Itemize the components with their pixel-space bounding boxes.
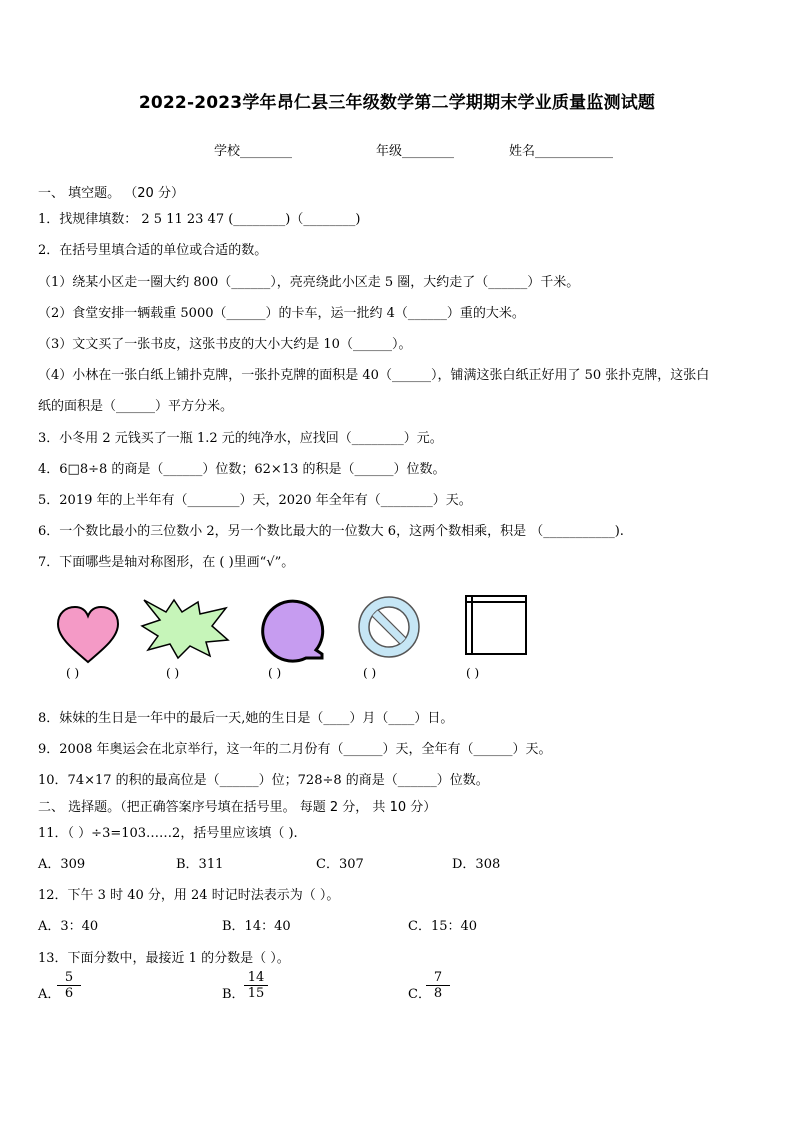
question-3: 3．小冬用 2 元钱买了一瓶 1.2 元的纯净水，应找回（________）元。 xyxy=(38,431,443,446)
outer-square xyxy=(466,596,526,654)
fraction-numerator: 7 xyxy=(426,970,450,986)
q13-option-c-label: C． xyxy=(408,987,431,1002)
question-2-part-4: （4）小林在一张白纸上铺扑克牌，一张扑克牌的面积是 40（______），铺满这张白纸正好用了 50 张扑克牌，这张白 xyxy=(38,368,710,383)
shape-answer-heart: ( ) xyxy=(66,666,80,680)
prohibition-sign-shape xyxy=(356,594,422,660)
heart-shape xyxy=(54,604,122,666)
question-2-part-1: （1）绕某小区走一圈大约 800（______），亮亮绕此小区走 5 圈，大约走了（______）千米。 xyxy=(38,275,580,290)
shape-answer-bubble: ( ) xyxy=(268,666,282,680)
school-field: 学校________ xyxy=(214,144,293,159)
bubble-path xyxy=(263,601,323,661)
burst-polygon xyxy=(142,600,228,658)
shape-answer-ring: ( ) xyxy=(363,666,377,680)
question-12: 12．下午 3 时 40 分，用 24 时记时法表示为（ ）。 xyxy=(38,888,340,903)
q13-option-c-fraction xyxy=(426,970,450,1001)
page-title: 2022-2023学年昂仁县三年级数学第二学期期末学业质量监测试题 xyxy=(138,93,656,113)
question-13: 13．下面分数中，最接近 1 的分数是（ ）。 xyxy=(38,951,290,966)
q13-option-a-label: A． xyxy=(38,987,61,1002)
fraction-denominator: 8 xyxy=(433,986,443,1001)
section-heading-choice: 二、 选择题。（把正确答案序号填在括号里。 每题 2 分， 共 10 分） xyxy=(38,800,437,815)
speech-bubble-shape xyxy=(258,598,330,664)
section-heading-fill-blank: 一、 填空题。 （20 分） xyxy=(38,186,184,201)
q13-option-a-fraction xyxy=(57,970,81,1001)
fraction-numerator: 5 xyxy=(57,970,81,986)
q12-option-b: B．14：40 xyxy=(222,919,291,934)
q11-option-a: A．309 xyxy=(38,857,86,872)
q12-option-a: A．3：40 xyxy=(38,919,99,934)
q13-option-b-label: B． xyxy=(222,987,245,1002)
q11-option-d: D．308 xyxy=(452,857,501,872)
q12-option-c: C．15：40 xyxy=(408,919,478,934)
heart-path xyxy=(58,607,118,662)
shape-answer-square: ( ) xyxy=(466,666,480,680)
question-2-part-2: （2）食堂安排一辆载重 5000（______）的卡车，运一批约 4（______）重的大米。 xyxy=(38,306,525,321)
question-5: 5．2019 年的上半年有（________）天，2020 年全年有（________）天。 xyxy=(38,493,472,508)
question-4: 4．6□8÷8 的商是（______）位数；62×13 的积是（______）位数。 xyxy=(38,462,446,477)
q11-option-b: B．311 xyxy=(176,857,224,872)
fraction-denominator: 6 xyxy=(64,986,74,1001)
burst-shape xyxy=(140,596,230,660)
question-11: 11．（ ）÷3=103……2，括号里应该填（ ). xyxy=(38,826,298,841)
question-2-part-4-continued: 纸的面积是（______）平方分米。 xyxy=(38,399,234,414)
q13-option-b-fraction xyxy=(244,970,268,1001)
shape-answer-burst: ( ) xyxy=(166,666,180,680)
question-1: 1．找规律填数： 2 5 11 23 47 (________)（________) xyxy=(38,212,361,227)
fraction-denominator: 15 xyxy=(247,986,265,1001)
question-9: 9．2008 年奥运会在北京举行，这一年的二月份有（______）天，全年有（______）天。 xyxy=(38,742,552,757)
question-2: 2．在括号里填合适的单位或合适的数。 xyxy=(38,243,268,258)
question-10: 10．74×17 的积的最高位是（______）位；728÷8 的商是（______）位数。 xyxy=(38,773,489,788)
q11-option-c: C．307 xyxy=(316,857,364,872)
name-field: 姓名____________ xyxy=(509,144,614,159)
question-7: 7．下面哪些是轴对称图形，在 ( )里画“√”。 xyxy=(38,555,295,570)
question-8: 8．妹妹的生日是一年中的最后一天,她的生日是（____）月（____）日。 xyxy=(38,711,454,726)
question-6: 6．一个数比最小的三位数小 2，另一个数比最大的一位数大 6，这两个数相乘，积是 （___________). xyxy=(38,524,624,539)
question-2-part-3: （3）文文买了一张书皮，这张书皮的大小大约是 10（______）。 xyxy=(38,337,412,352)
fraction-numerator: 14 xyxy=(244,970,268,986)
framed-square-shape xyxy=(464,594,528,656)
grade-field: 年级________ xyxy=(376,144,455,159)
